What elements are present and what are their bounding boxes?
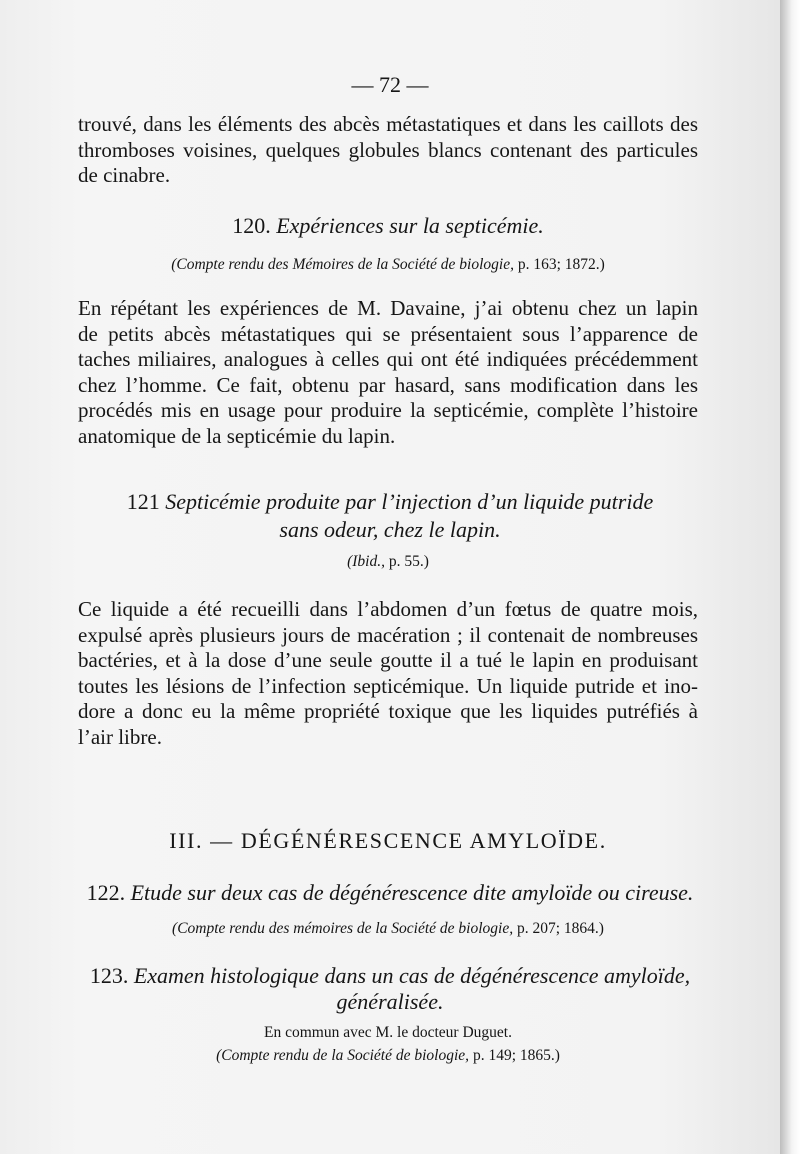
page-edge-shadow <box>780 0 800 1154</box>
reference-source: (Ibid., <box>347 553 385 570</box>
entry-title-line-1: Septicémie produite par l’injection d’un liquide putride <box>165 489 654 514</box>
reference-source: (Compte rendu des Mémoires de la Société de biologie, <box>171 256 514 273</box>
entry-title: Expériences sur la septicémie. <box>276 213 544 238</box>
reference-details: p. 149; 1865.) <box>472 1047 560 1064</box>
reference-details: p. 55.) <box>388 553 429 570</box>
entry-120-heading <box>78 213 698 239</box>
text-line: toutes les lésions de l’infection septicémique. Un liquide putride et ino- <box>78 673 698 698</box>
reference-source: (Compte rendu de la Société de biologie, <box>216 1047 470 1064</box>
entry-123-heading <box>60 963 720 1015</box>
entry-number: 122. <box>86 880 126 905</box>
text-line: bactéries, et à la dose d’une seule goutte il a tué le lapin en produisant <box>78 648 698 672</box>
text-line: de petits abcès métastatiques qui se présentaient sous l’apparence de <box>78 321 698 346</box>
text-line: thromboses voisines, quelques globules blancs contenant des particules <box>78 137 698 162</box>
entry-121-heading <box>100 489 680 543</box>
entry-121-reference <box>78 553 698 571</box>
page-number: — 72 — <box>351 72 429 97</box>
reference-source: (Compte rendu des mémoires de la Société de biologie, <box>172 920 514 937</box>
entry-title-line-2: sans odeur, chez le lapin. <box>279 517 501 542</box>
reference-details: p. 207; 1864.) <box>516 920 604 937</box>
entry-number: 123. <box>89 963 129 988</box>
intro-paragraph <box>78 112 698 189</box>
entry-122-reference <box>78 920 698 938</box>
entry-title-line-1: Examen histologique dans un cas de dégénérescence amyloïde, <box>133 963 691 988</box>
entry-121-body <box>78 597 698 750</box>
text-line: anatomique de la septicémie du lapin. <box>78 423 396 448</box>
text-line: dore a donc eu la même propriété toxique que les liquides putréfiés à <box>78 699 698 723</box>
text-line: chez l’homme. Ce fait, obtenu par hasard, sans modification dans les <box>78 372 698 397</box>
entry-122-heading <box>60 880 720 906</box>
reference-details: p. 163; 1872.) <box>517 256 605 273</box>
entry-title: Etude sur deux cas de dégénérescence dite amyloïde ou cireuse. <box>130 880 694 905</box>
text-line: En répétant les expériences de M. Davaine, j’ai obtenu chez un lapin <box>78 296 698 320</box>
text-line: l’air libre. <box>78 724 162 749</box>
text-line: trouvé, dans les éléments des abcès métastatiques et dans les caillots des <box>78 112 698 136</box>
entry-number: 120. <box>232 213 271 238</box>
entry-title-line-2: généralisée. <box>336 989 444 1014</box>
text-line: procédés mis en usage pour produire la septicémie, complète l’histoire <box>78 398 698 422</box>
text-line: Ce liquide a été recueilli dans l’abdomen d’un fœtus de quatre mois, <box>78 597 698 621</box>
entry-123-reference <box>78 1047 698 1065</box>
text-line: expulsé après plusieurs jours de macération ; il contenait de nombreuses <box>78 622 698 647</box>
text-line: de cinabre. <box>78 163 171 187</box>
entry-123-collaborator: En commun avec M. le docteur Duguet. <box>264 1024 512 1041</box>
text-line: taches miliaires, analogues à celles qui ont été indiquées précédemment <box>78 347 698 371</box>
entry-120-body <box>78 296 698 449</box>
entry-number: 121 <box>126 489 160 514</box>
section-heading: III. — DÉGÉNÉRESCENCE AMYLOÏDE. <box>169 828 607 853</box>
entry-120-reference <box>78 256 698 274</box>
